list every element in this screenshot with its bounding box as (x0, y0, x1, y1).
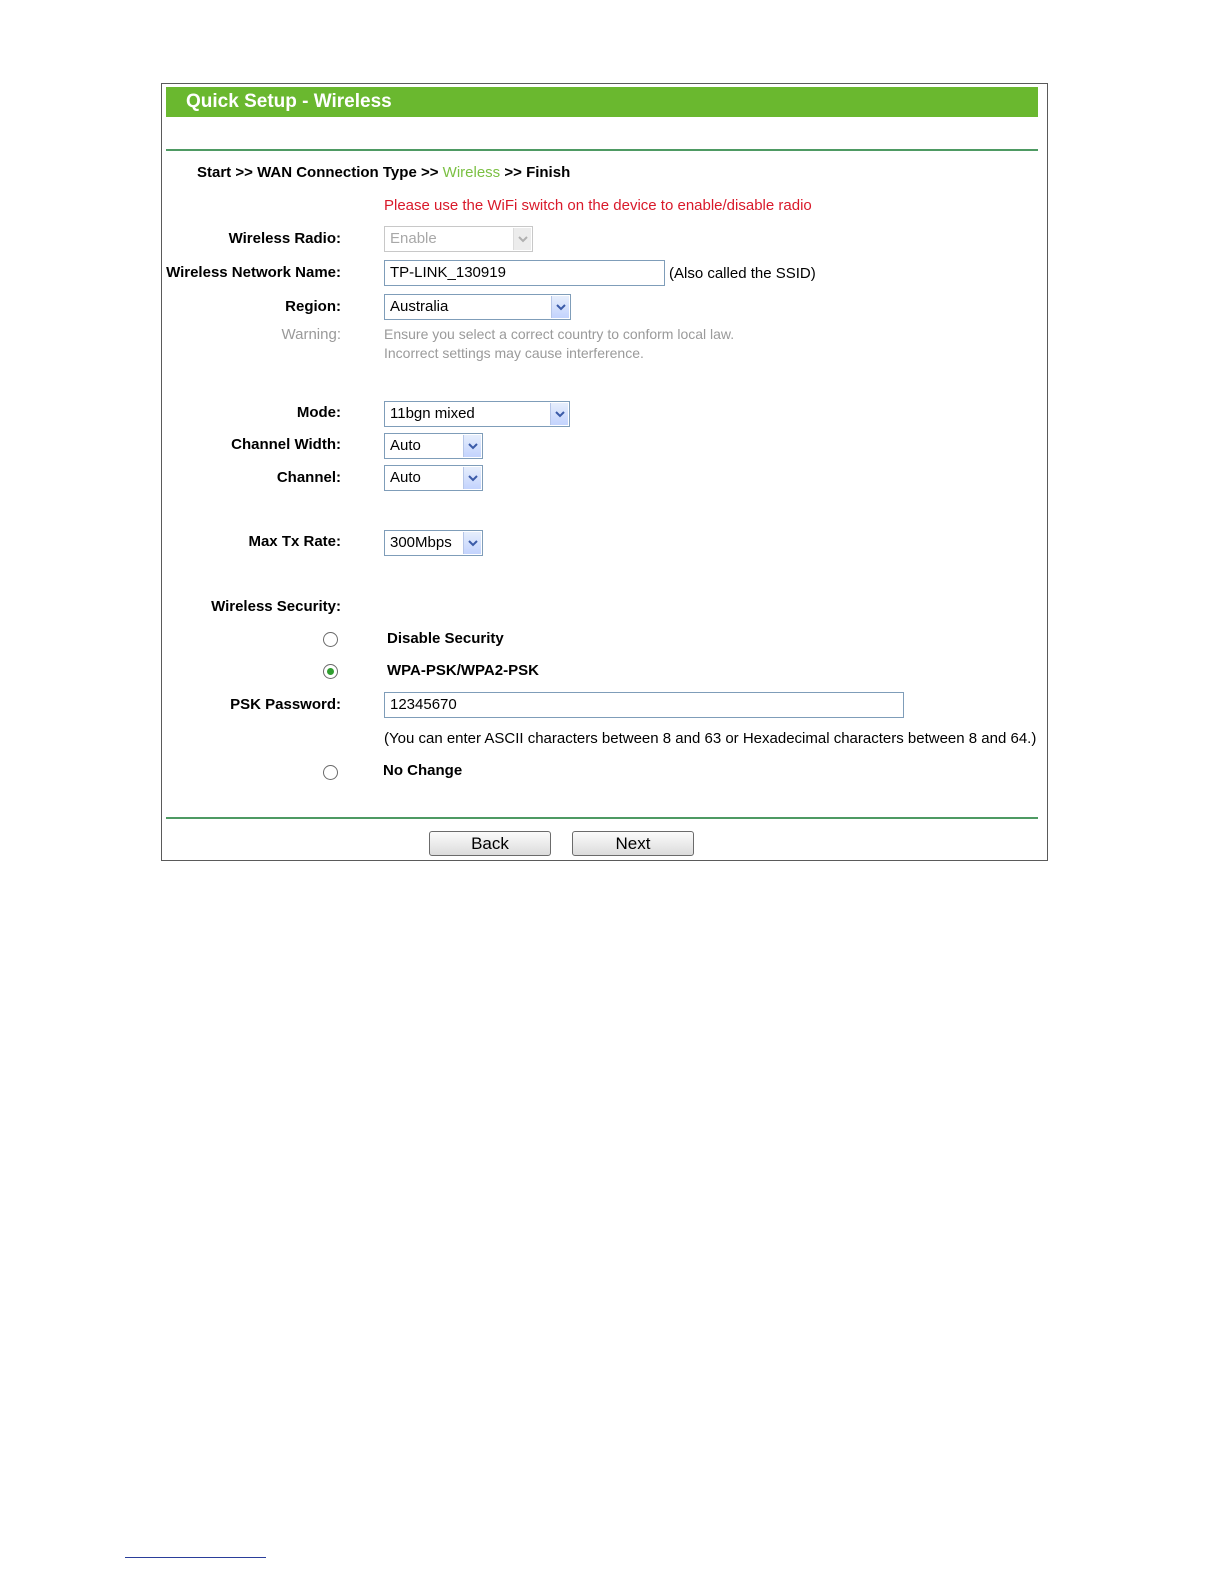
breadcrumb-step-wan: WAN Connection Type (257, 164, 417, 181)
chevron-down-icon (550, 403, 568, 425)
warning-label: Warning: (281, 326, 341, 343)
channel-width-select[interactable]: Auto (384, 433, 483, 459)
region-label: Region: (285, 298, 341, 315)
page-title: Quick Setup - Wireless (166, 87, 1038, 117)
channel-label: Channel: (276, 469, 341, 486)
mode-label: Mode: (296, 404, 341, 421)
radio-switch-notice: Please use the WiFi switch on the device to enable/disable radio (384, 197, 812, 214)
radio-wpa-psk[interactable] (323, 664, 338, 679)
wireless-radio-select[interactable]: Enable (384, 226, 533, 252)
channel-width-label: Channel Width: (231, 436, 341, 453)
breadcrumb: Start >> WAN Connection Type >> Wireless >> Finish (197, 164, 571, 181)
warning-line-1: Ensure you select a correct country to conform local law. (384, 326, 735, 342)
radio-disable-security[interactable] (323, 632, 338, 647)
chevron-down-icon (513, 228, 531, 250)
back-button[interactable]: Back (429, 831, 551, 856)
warning-line-2: Incorrect settings may cause interference. (384, 345, 644, 361)
breadcrumb-step-wireless: Wireless (442, 164, 501, 181)
chevron-down-icon (463, 532, 481, 554)
region-select[interactable]: Australia (384, 294, 571, 320)
chevron-down-icon (463, 467, 481, 489)
option-wpa-psk: WPA-PSK/WPA2-PSK (387, 662, 539, 679)
psk-password-input[interactable]: 12345670 (384, 692, 904, 718)
breadcrumb-step-finish: Finish (526, 164, 571, 181)
chevron-down-icon (463, 435, 481, 457)
wireless-security-label: Wireless Security: (211, 598, 341, 615)
radio-no-change[interactable] (323, 765, 338, 780)
option-disable-security: Disable Security (387, 630, 504, 647)
next-button[interactable]: Next (572, 831, 694, 856)
mode-select[interactable]: 11bgn mixed (384, 401, 570, 427)
chevron-down-icon (551, 296, 569, 318)
network-name-input[interactable]: TP-LINK_130919 (384, 260, 665, 286)
ssid-hint: (Also called the SSID) (669, 265, 816, 282)
breadcrumb-step-start: Start (197, 164, 232, 181)
quick-setup-panel (161, 83, 1048, 861)
wireless-radio-label: Wireless Radio: (228, 230, 341, 247)
footnote-rule (125, 1557, 266, 1558)
network-name-label: Wireless Network Name: (166, 264, 341, 281)
max-tx-rate-select[interactable]: 300Mbps (384, 530, 483, 556)
max-tx-rate-label: Max Tx Rate: (248, 533, 341, 550)
option-no-change: No Change (383, 762, 463, 779)
top-divider (166, 149, 1038, 151)
channel-select[interactable]: Auto (384, 465, 483, 491)
psk-password-hint: (You can enter ASCII characters between 8 and 63 or Hexadecimal characters between 8 and 64.) (384, 730, 1037, 747)
bottom-divider (166, 817, 1038, 819)
psk-password-label: PSK Password: (230, 696, 341, 713)
